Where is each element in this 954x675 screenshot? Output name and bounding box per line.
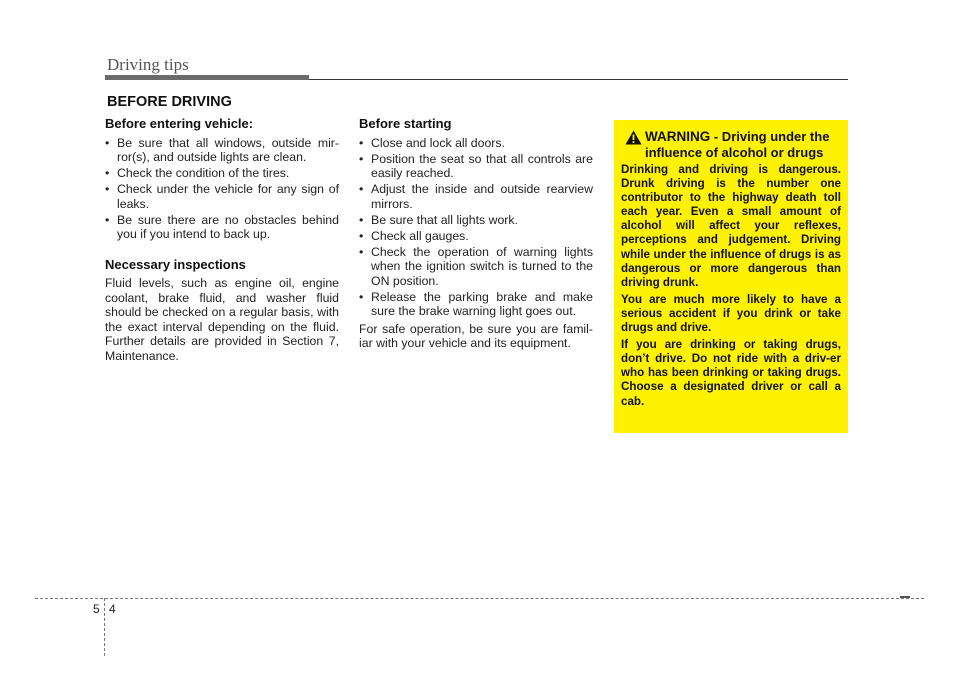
list-item: • Close and lock all doors. — [359, 136, 593, 151]
warning-paragraph: Drinking and driving is dangerous. Drunk driving is the number one contributor to the highway death toll each year. Even a small amount of alcohol will affect your reflexes, perceptions and judgement. Driving while under the influence of drugs is as dangerous or more dangerous than driving drunk. — [621, 163, 841, 289]
list-item: • Position the seat so that all controls are easily reached. — [359, 152, 593, 181]
warning-title: - Driving under the influence of alcohol or drugs — [645, 129, 830, 160]
list-item: • Be sure that all lights work. — [359, 213, 593, 228]
right-column — [359, 117, 593, 351]
starting-list — [359, 136, 593, 319]
warning-paragraph: If you are drinking or taking drugs, don’t drive. Do not ride with a driv-er who has been drinking or taking drugs. Choose a designated driver or call a cab. — [621, 338, 841, 408]
entering-heading: Before entering vehicle: — [105, 116, 254, 131]
header-bar — [105, 75, 309, 80]
inspections-text: Fluid levels, such as engine oil, engine coolant, brake fluid, and washer fluid should be checked on a regular basis, with the exact interval depending on the fluid. Further details are provided in Section 7, Maintenance. — [105, 276, 339, 363]
footer-mark — [900, 596, 910, 598]
closing-text: For safe operation, be sure you are famil-iar with your vehicle and its equipment. — [359, 321, 593, 350]
list-item: • Be sure there are no obstacles behind you if you intend to back up. — [105, 213, 339, 242]
warning-box — [614, 120, 848, 433]
list-item: • Release the parking brake and make sure the brake warning light goes out. — [359, 290, 593, 319]
warning-label: WARNING — [645, 129, 711, 144]
list-item: • Be sure that all windows, outside mir-ror(s), and outside lights are clean. — [105, 136, 339, 165]
header-title: Driving tips — [107, 55, 189, 74]
entering-list — [105, 136, 339, 242]
warning-paragraph: You are much more likely to have a serious accident if you drink or take drugs and drive. — [621, 292, 841, 335]
list-item: • Check the operation of warning lights when the ignition switch is turned to the ON position. — [359, 245, 593, 289]
footer-divider — [104, 598, 105, 656]
header-rule — [309, 79, 848, 80]
starting-heading: Before starting — [359, 116, 452, 131]
list-item: • Check under the vehicle for any sign of leaks. — [105, 182, 339, 211]
list-item: • Adjust the inside and outside rearview mirrors. — [359, 182, 593, 211]
inspections-heading: Necessary inspections — [105, 256, 246, 272]
warning-heading — [621, 129, 841, 160]
section-title: BEFORE DRIVING — [107, 94, 232, 110]
footer-rule — [35, 598, 924, 599]
warning-triangle-icon — [625, 130, 642, 145]
list-item: • Check all gauges. — [359, 229, 593, 244]
left-column — [105, 117, 339, 363]
chapter-number: 5 — [93, 602, 100, 616]
list-item: • Check the condition of the tires. — [105, 166, 339, 181]
page-number: 4 — [109, 602, 116, 616]
